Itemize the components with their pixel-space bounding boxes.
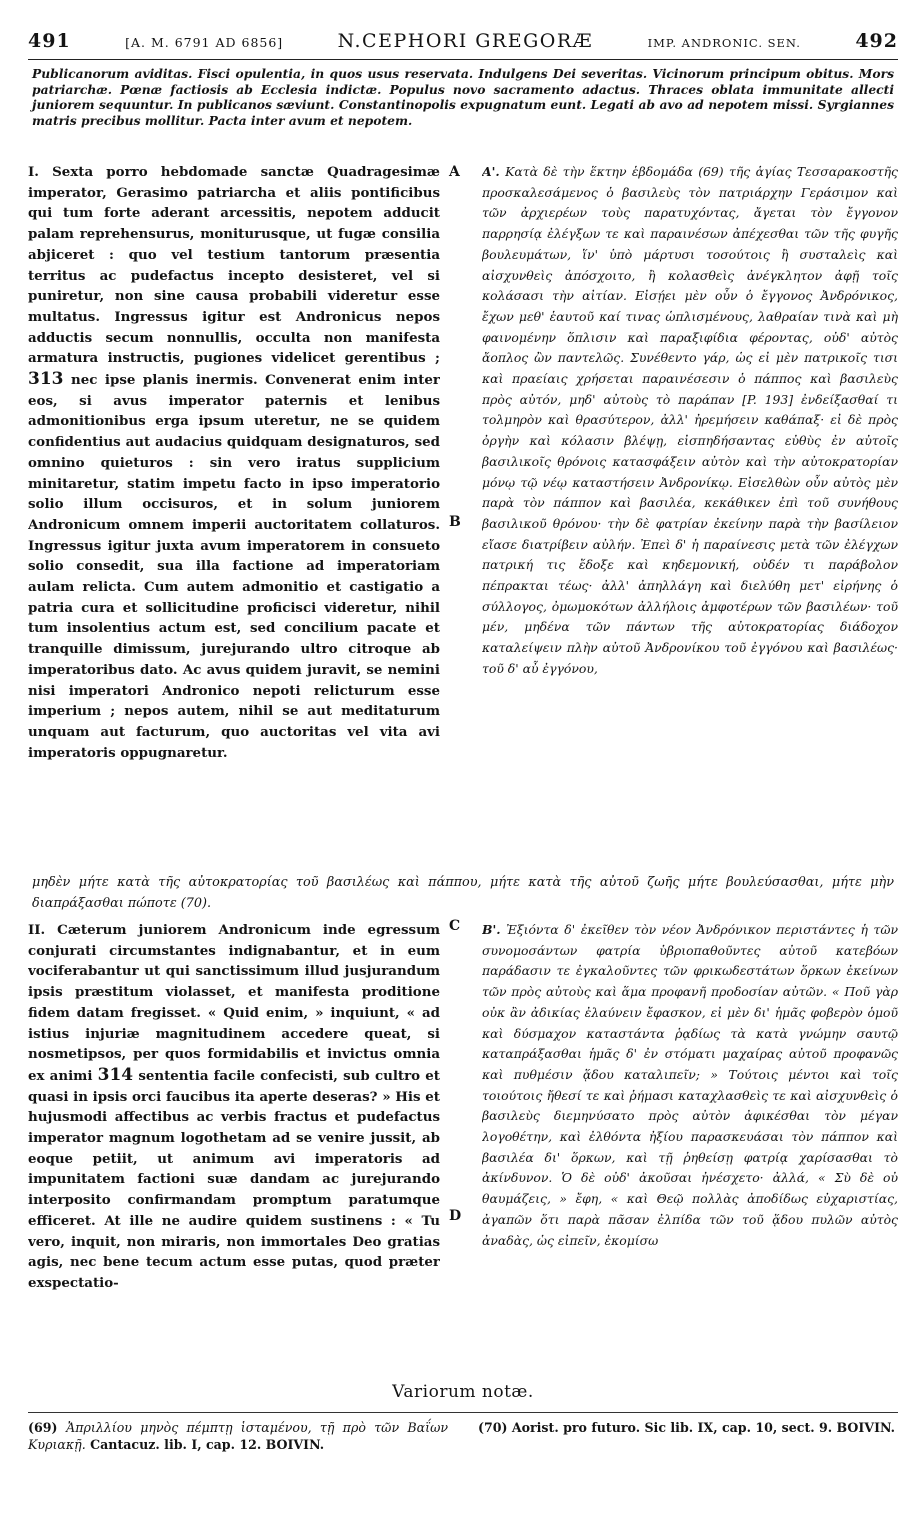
latin-page-ref: 313	[28, 369, 64, 390]
latin-text-2b: sententia facile confecisti, sub cultro et quasi in ipsis orci faucibus ita aperte deseras? » His et hujusmodi affectibus ac verbis fractus et pudefactus imperator magnum logothetam ad se venire jussit, ab eoque petiit, ut animum avi imperatoris ad impunitatem factioni suæ dandam ac jurejurando interposito confirmandam promptum paratumque efficeret. At ille ne audire quidem sustinens : « Tu vero, inquit, non miraris, non immortales Deo gratias agis, nec bene tecum actum esse putas, quod præter exspectatio-	[28, 1067, 440, 1291]
page-number-right: 492	[855, 30, 898, 52]
author-title: N.CEPHORI GREGORÆ	[337, 30, 594, 52]
latin-text-1b: nec ipse planis inermis. Convenerat enim inter eos, si avus imperator paternis et lenibus admonitionibus erga ipsum uteretur, ne se quidem confidentius aut audacius quidquam designaturos, sed omnino quieturos : sin vero iratus supplicium minitaretur, statim impetu facto in ipso imperatorio solio illum occisuros, et in solum juniorem Andronicum omnem imperii auctoritatem collaturos. Ingressus igitur juxta avum imperatorem in consueto solio consedit, sua illa factione ad imperatoriam aulam relicta. Cum autem admonitio et castigatio a patria cura et sollicitudine proficisci videretur, nihil tum insolentius actum est, sed concilium pacate et tranquille dimissum, jurejurando ultro citroque ab imperatoribus dato. Ac avus quidem juravit, se nemini nisi imperatori Andronico nepoti relicturum esse imperium ; nepos autem, nihil se aut meditaturum unquam aut facturum, quo auctoritas vel vita avi imperatoris oppugnaretur.	[28, 372, 440, 761]
year-range: [A. M. 6791 AD 6856]	[125, 35, 284, 50]
margin-marker-a: A	[449, 164, 460, 180]
latin-section-number: I.	[28, 164, 39, 180]
section-2	[28, 916, 898, 1372]
margin-marker-d: D	[449, 1208, 462, 1224]
footnote-69-greek: Ἀπριλλίου μηνὸς πέμπτῃ ἱσταμένου, τῇ πρὸ τῶν Βαΐων Κυριακῇ.	[28, 1420, 448, 1452]
margin-marker-b: B	[449, 514, 461, 530]
latin-column-2	[28, 920, 440, 1372]
running-header	[28, 30, 898, 60]
greek-page-ref: [P. 193]	[742, 391, 794, 407]
footnote-70-number: (70)	[478, 1420, 508, 1435]
notes-divider	[28, 1412, 898, 1413]
margin-marker-c: C	[449, 918, 461, 934]
section-1	[28, 162, 898, 872]
greek-text-1a: Κατὰ δὲ τὴν ἕκτην ἑβδομάδα (69) τῆς ἁγίας Τεσσαρακοστῆς προσκαλεσάμενος ὁ βασιλεὺς τὸν πατριάρχην Γεράσιμον καὶ τῶν ἀρχιερέων τοὺς παρατυχόντας, ἄγεται τὸν ἔγγονον παρρησίᾳ ἐλέγξων τε καὶ παραινέσων ἀπέχεσθαι τῶν τῆς φυγῆς βουλευμάτων, ἵν' ὑπὸ μάρτυσι τοσούτοις ἢ συσταλεὶς καὶ αἰσχυνθεὶς ἀπόσχοιτο, ἢ κολασθεὶς ἀνέγκλητον ἀφῇ τοῖς κολάσασι τὴν αἰτίαν. Εἰσῄει μὲν οὖν ὁ ἔγγονος Ἀνδρόνικος, ἔχων μεθ' ἑαυτοῦ καί τινας ὡπλισμένους, λαθραίαν τινὰ καὶ μὴ φαινομένην ὅπλισιν καὶ παραξιφίδια φέροντας, οὐδ' αὐτὸς ἄοπλος ὢν παντελῶς. Συνέθεντο γάρ, ὡς εἰ μὲν πατρικοῖς τισι καὶ πραείαις χρήσεται παραινέσεσιν ὁ πάππος καὶ βασιλεὺς πρὸς αὐτόν, μηδ' αὐτοὺς τὸ παράπαν	[482, 164, 898, 407]
latin-text-2a: Cæterum juniorem Andronicum inde egressum conjurati circumstantes indignabantur, et in eum vociferabantur ut qui sanctissimum illud jusjurandum ipsis præstitum violasset, et manifesta proditione fidem datam fregisset. « Quid enim, » inquiunt, « ad istius injuriæ magnitudinem accedere queat, si nosmetipsos, per quos formidabilis et invictus omnia ex animi	[28, 922, 440, 1084]
greek-text-1b: ἐνδείξασθαί τι τολμηρὸν καὶ θρασύτερον, ἀλλ' ἠρεμήσειν καθάπαξ· εἰ δὲ πρὸς ὀργὴν καὶ κόλασιν βλέψῃ, εἰσπηδήσαντας εὐθὺς ἐν αὐτοῖς βασιλικοῖς θρόνοις κατασφάξειν αὐτὸν καὶ τὴν αὐτοκρατορίαν μόνῳ τῷ νέῳ καταστήσειν Ἀνδρονίκῳ. Εἰσελθὼν οὖν αὐτὸς μὲν παρὰ τὸν πάππον καὶ βασιλέα, κεκάθικεν ἐπὶ τοῦ συνήθους βασιλικοῦ θρόνου· τὴν δὲ φατρίαν ἐκείνην παρὰ τὴν βασίλειον εἴασε διατρίβειν αὐλήν. Ἐπεὶ δ' ἡ παραίνεσις μετὰ τῶν ἐλέγχων πατρική τις ἔδοξε καὶ κηδεμονική, οὐδέν τι παράβολον πέπρακται τέως· ἀλλ' ἀπηλλάγη καὶ διελύθη μετ' εἰρήνης ὁ σύλλογος, ὀμωμοκότων ἀλλήλοις ἀμφοτέρων τῶν βασιλέων· τοῦ μέν, μηδένα τῶν πάντων τῆς αὐτοκρατορίας διάδοχον καταλείψειν πλὴν αὐτοῦ Ἀνδρονίκου τοῦ ἐγγόνου καὶ βασιλέως· τοῦ δ' αὖ ἐγγόνου,	[482, 391, 898, 676]
latin-section-number-2: II.	[28, 922, 46, 938]
greek-column-2	[482, 920, 898, 1372]
greek-section-number: Α'.	[482, 164, 500, 179]
latin-text-1a: Sexta porro hebdomade sanctæ Quadragesimæ imperator, Gerasimo patriarcha et aliis pontificibus qui tum forte aderant arcessitis, nepotem adducit palam reprehensurus, moniturusque, ut fugæ consilia abjiceret : quo vel testium tantorum præsentia territus ac pudefactus incepto desisteret, vel si puniretur, non sine causa probabili videretur esse multatus. Ingressus igitur est Andronicus nepos adductis secum nonnullis, occulta non manifesta armatura instructis, pugiones videlicet gerentibus ;	[28, 164, 440, 367]
latin-column-1	[28, 162, 440, 872]
footnote-69	[28, 1419, 448, 1453]
page-number-left: 491	[28, 30, 71, 52]
latin-page-ref-2: 314	[97, 1064, 134, 1085]
greek-text-2: Ἐξιόντα δ' ἐκεῖθεν τὸν νέον Ἀνδρόνικον περιστάντες ἡ τῶν συνομοσάντων φατρία ὑβριοπαθοῦντες αὐτοῦ κατεβόων παράδασιν τε ἐγκαλοῦντες τῶν φρικωδεστάτων ὅρκων ἐκείνων τῶν πρὸς αὐτοὺς καὶ ἅμα προφανῆ προδοσίαν αὐτῶν. « Ποῦ γὰρ οὐκ ἂν ἀδικίας ἐλαύνειν ἔφασκον, εἰ μὲν δι' ἡμᾶς φοβερὸν ὁμοῦ καὶ δύσμαχον καταστάντα ῥᾳδίως τὰ κατὰ γνώμην σαυτῷ καταπράξασθαι ἡμᾶς δ' ἐν στόματι μαχαίρας αὐτοῦ προφανῶς καὶ πυθμέσιν ᾅδου καταλιπεῖν; » Τούτοις μέντοι καὶ τοῖς τοιούτοις ἤθεσί τε καὶ ῥήμασι καταχλασθεὶς τε καὶ αἰσχυνθεὶς ὁ βασιλεὺς διεμηνύσατο πρὸς αὐτὸν ἀφικέσθαι τὸν μέγαν λογοθέτην, καὶ ἐλθόντα ἠξίου παρασκευάσαι τὸν πάππον καὶ βασιλέα δι' ὅρκων, καὶ τῇ ῥηθείσῃ φατρίᾳ χαρίσασθαι τὸ ἀκίνδυνον. Ὁ δὲ οὐδ' ἀκοῦσαι ἠνέσχετο· ἀλλά, « Σὺ δὲ οὐ θαυμάζεις, » ἔφη, « καὶ Θεῷ πολλὰς ἀποδίδως εὐχαριστίας, ἀγαπῶν ὅτι παρὰ πᾶσαν ἐλπίδα τῶν τοῦ ᾅδου πυλῶν αὐτὸς ἀναδὰς, ὡς εἰπεῖν, ἐκομίσω	[482, 922, 898, 1248]
footnote-70-latin: Aorist. pro futuro. Sic lib. IX, cap. 10, sect. 9. BOIVIN.	[511, 1420, 896, 1435]
footnotes	[28, 1419, 898, 1453]
page	[28, 30, 898, 1520]
greek-section-number-2: Β'.	[482, 922, 501, 937]
chapter-summary: Publicanorum aviditas. Fisci opulentia, in quos usus reservata. Indulgens Dei severitas. Vicinorum principum obitus. Mors patriarchæ. Pœnæ factiosis ab Ecclesia indictæ. Populus novo sacramento adactus. Thraces oblata immunitate allecti juniorem sequuntur. In publicanos sæviunt. Constantinopolis expugnatum eunt. Legati ab avo ad nepotem missi. Syrgiannes matris precibus mollitur. Pacta inter avum et nepotem.	[32, 66, 894, 128]
notes-title: Variorum notæ.	[392, 1382, 534, 1402]
footnote-69-number: (69)	[28, 1420, 58, 1435]
greek-bridge-text: μηδὲν μήτε κατὰ τῆς αὐτοκρατορίας τοῦ βασιλέως καὶ πάππου, μήτε κατὰ τῆς αὐτοῦ ζωῆς μήτε βουλεύσασθαι, μήτε μὴν διαπράξασθαι πώποτε (70).	[32, 875, 894, 911]
footnote-69-latin: Cantacuz. lib. I, cap. 12. BOIVIN.	[90, 1437, 325, 1452]
greek-column-1	[482, 162, 898, 872]
reign-label: IMP. ANDRONIC. SEN.	[647, 36, 801, 50]
footnote-70	[478, 1419, 898, 1453]
